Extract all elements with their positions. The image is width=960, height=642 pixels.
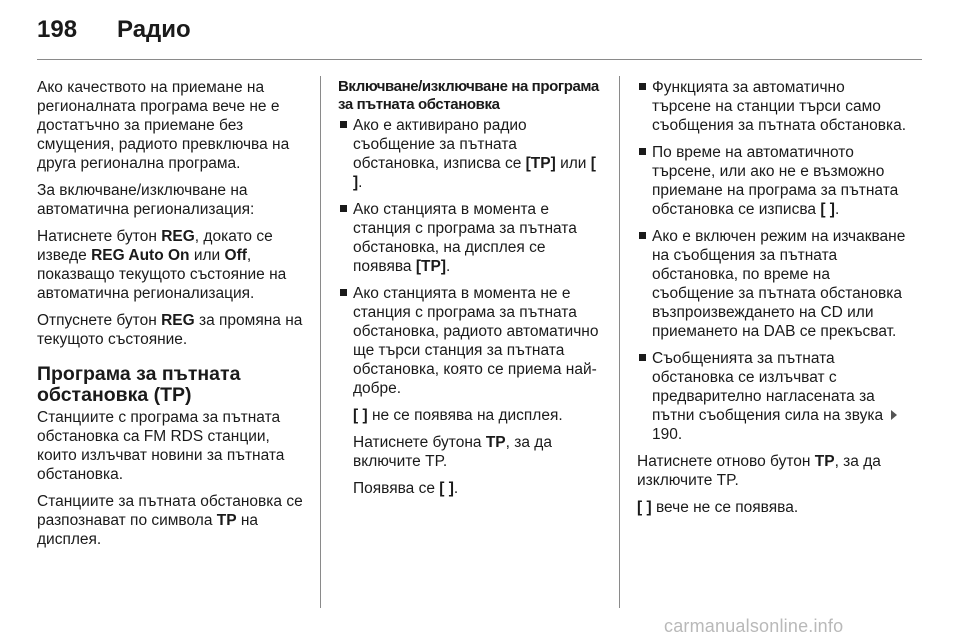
list-item: Функцията за автоматично търсене на станции търси само съобщения за пътната обстановка.: [637, 78, 907, 135]
list-item: Съобщенията за пътната обстановка се излъчват с предварително нагласената за пътни съобщения сила на звука 190.: [637, 349, 907, 444]
bullet-icon: [340, 289, 347, 296]
page-reference-arrow-icon: [891, 410, 897, 420]
paragraph: Станциите за пътната обстановка се разпознават по символа TP на дисплея.: [37, 493, 303, 548]
list-item: Ако е активирано радио съобщение за пътната обстановка, изписва се [TP] или [ ].: [338, 116, 606, 192]
paragraph: Ако качеството на приемане на регионалната програма вече не е достатъчно за приемане без смущения, радиото превключва на друга регионална програма.: [37, 79, 290, 172]
column-divider-right: [619, 76, 620, 608]
paragraph: Натиснете отново бутон TP, за да изключите TP.: [637, 453, 881, 489]
paragraph: [ ] вече не се появява.: [637, 499, 799, 516]
list-item: Ако станцията в момента е станция с програма за пътната обстановка, на дисплея се появява [TP].: [338, 200, 606, 276]
column-right: [637, 78, 907, 525]
list-item: По време на автоматичното търсене, или ако не е възможно приемане на програма за пътната обстановка се изписва [ ].: [637, 143, 907, 219]
indented-paragraph: [ ] не се появява на дисплея.: [353, 407, 563, 424]
bullet-icon: [639, 232, 646, 239]
list-item: Ако станцията в момента не е станция с програма за пътната обстановка, радиото автоматично ще търси станция за пътната обстановка, която се приема най-добре.: [338, 284, 606, 398]
subsection-heading: Включване/изключване на програма за пътната обстановка: [338, 78, 599, 113]
paragraph: За включване/изключване на автоматична регионализация:: [37, 182, 255, 218]
column-left: [37, 78, 309, 557]
paragraph: Отпуснете бутон REG за промяна на текущото състояние.: [37, 312, 303, 348]
section-heading: Програма за пътната обстановка (TP): [37, 363, 241, 406]
column-middle: [338, 78, 606, 506]
paragraph: Станциите с програма за пътната обстановка са FM RDS станции, които излъчват новини за пътната обстановка.: [37, 409, 285, 483]
bullet-list: [338, 116, 606, 398]
page-number: 198: [37, 16, 78, 43]
bullet-icon: [340, 121, 347, 128]
bullet-icon: [639, 354, 646, 361]
bullet-icon: [639, 148, 646, 155]
bullet-icon: [340, 205, 347, 212]
indented-paragraph: Появява се [ ].: [353, 480, 459, 497]
column-divider-left: [320, 76, 321, 608]
paragraph: Натиснете бутон REG, докато се изведе REG Auto On или Off, показващо текущото състояние на автоматична регионализация.: [37, 228, 287, 302]
page-title: Радио: [117, 16, 191, 43]
list-item: Ако е включен режим на изчакване на съобщения за пътната обстановка, по време на съобщение за пътната обстановка възпроизвеждането на CD или приемането на DAB се прекъсват.: [637, 227, 907, 341]
bullet-list: [637, 78, 907, 444]
page-reference-link[interactable]: 190: [652, 426, 678, 443]
header-divider: [37, 59, 922, 60]
bullet-icon: [639, 83, 646, 90]
watermark: carmanualsonline.info: [664, 616, 844, 636]
indented-paragraph: Натиснете бутона TP, за да включите TP.: [353, 434, 552, 470]
